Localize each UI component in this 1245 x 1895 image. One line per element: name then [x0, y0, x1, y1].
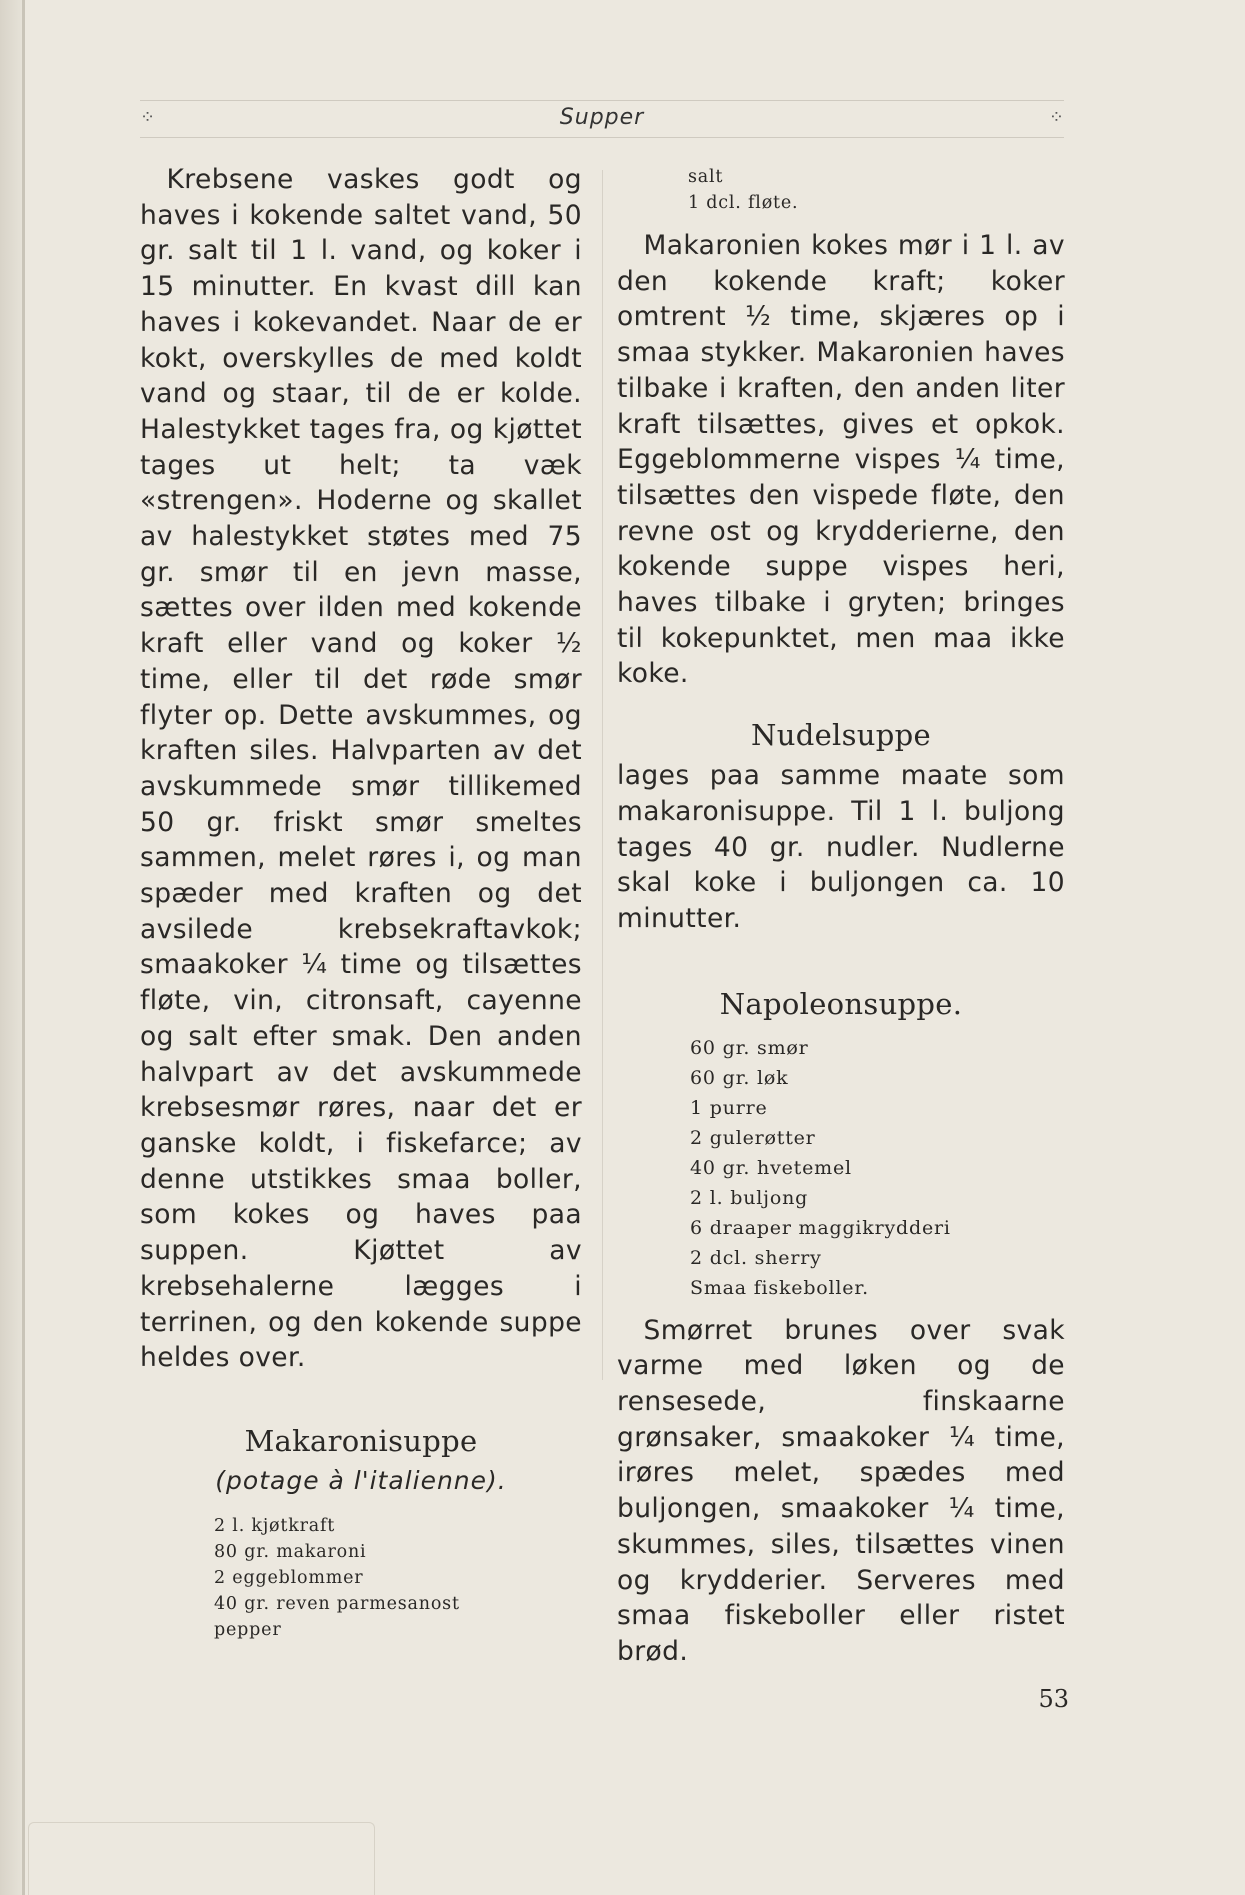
ingredient-item: pepper [214, 1619, 282, 1640]
ingredient-item: 1 purre [690, 1096, 768, 1119]
makaroni-method: Makaronien kokes mør i 1 l. av den kokende kraft; koker omtrent ½ time, skjæres op i smaa stykker. Makaronien haves tilbake i kraften, den anden liter kraft tilsættes, gives et opkok. Eggeblommerne vispes ¼ time, tilsættes den vispede fløte, den revne ost og krydderierne, den kokende suppe vispes heri, haves tilbake i gryten; bringes til kokepunktet, men maa ikke koke. [617, 230, 1065, 690]
napoleon-method: Smørret brunes over svak varme med løken og de rensesede, finskaarne grønsaker, smaakoker ¼ time, irøres melet, spædes med buljongen, smaakoker ¼ time, skummes, siles, tilsættes vinen og krydderier. Serveres med smaa fiskeboller eller ristet brød. [617, 1314, 1065, 1667]
makaroni-heading: Makaronisuppe [244, 1423, 478, 1458]
ingredient-item: 2 l. kjøtkraft [214, 1515, 336, 1536]
makaroni-subheading: (potage à l'italienne). [215, 1465, 507, 1495]
makaroni-ingredient-list [140, 1513, 582, 1643]
ingredient-item: 2 eggeblommer [214, 1567, 364, 1588]
header-ornament-right-icon: ⁘ [1048, 107, 1064, 127]
nudel-heading: Nudelsuppe [751, 718, 931, 753]
ingredient-item: 1 dcl. fløte. [688, 193, 799, 213]
column-divider [602, 170, 603, 1380]
ingredient-item: 2 gulerøtter [690, 1126, 816, 1149]
ingredient-item: salt [688, 167, 724, 187]
running-header [140, 100, 1064, 138]
page-gutter-shadow [0, 0, 22, 1895]
crayfish-soup-method: Krebsene vaskes godt og haves i kokende saltet vand, 50 gr. salt til 1 l. vand, og koker i 15 minutter. En kvast dill kan haves i kokevandet. Naar de er kokt, overskylles de med koldt vand og staar, til de er kolde. Halestykket tages fra, og kjøttet tages ut helt; ta væk «strengen». Hoderne og skallet av halestykket støtes med 75 gr. smør til en jevn masse, sættes over ilden med kokende kraft eller vand og koker ½ time, eller til det røde smør flyter op. Dette avskummes, og kraften siles. Halvparten av det avskummede smør tillikemed 50 gr. friskt smør smeltes sammen, melet røres i, og man spæder med kraften og det avsilede krebsekraftavkok; smaakoker ¼ time og tilsættes fløte, vin, citronsaft, cayenne og salt efter smak. Den anden halvpart av det avskummede krebsesmør røres, naar det er ganske koldt, i fiskefarce; av denne utstikkes smaa boller, som kokes og haves paa suppen. Kjøttet av krebsehalerne lægges i terrinen, og den kokende suppe heldes over. [140, 164, 582, 1374]
page-binding-edge [22, 0, 25, 1895]
nudel-method: lages paa samme maate som makaronisuppe. Til 1 l. buljong tages 40 gr. nudler. Nudlerne skal koke i buljongen ca. 10 minutter. [617, 760, 1065, 934]
header-ornament-left-icon: ⁘ [140, 107, 156, 127]
ingredient-item: 2 dcl. sherry [690, 1246, 822, 1269]
ingredient-item: 2 l. buljong [690, 1186, 809, 1209]
right-column [617, 162, 1065, 1670]
napoleon-heading: Napoleonsuppe. [719, 986, 963, 1021]
makaroni-ingredient-list-cont [617, 164, 1065, 216]
ingredient-item: 40 gr. reven parmesanost [214, 1593, 460, 1614]
ingredient-item: 80 gr. makaroni [214, 1541, 367, 1562]
page-number: 53 [1038, 1685, 1069, 1713]
scan-paper-mark [28, 1822, 375, 1895]
ingredient-item: Smaa fiskeboller. [690, 1276, 869, 1299]
ingredient-item: 6 draaper maggikrydderi [690, 1216, 951, 1239]
napoleon-ingredient-list [617, 1033, 1065, 1303]
left-column [140, 162, 582, 1643]
ingredient-item: 40 gr. hvetemel [690, 1156, 852, 1179]
header-title: Supper [559, 105, 645, 130]
ingredient-item: 60 gr. smør [690, 1036, 809, 1059]
ingredient-item: 60 gr. løk [690, 1066, 789, 1089]
